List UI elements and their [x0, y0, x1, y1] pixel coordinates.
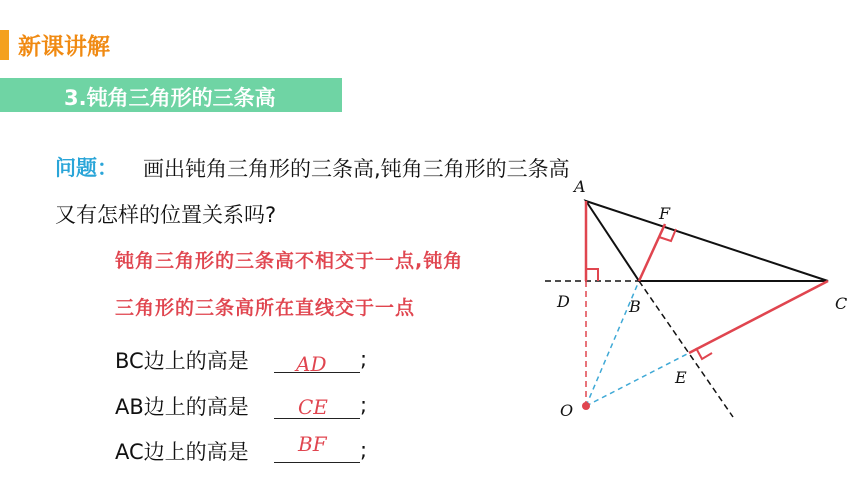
point-o	[582, 402, 590, 410]
label-a: A	[574, 177, 586, 196]
header-accent-bar	[0, 30, 9, 60]
section-title: 新课讲解	[18, 34, 110, 60]
height-ce	[689, 281, 828, 353]
height-statement-ab	[115, 391, 249, 419]
answer-value-bc: AD	[296, 352, 327, 376]
label-d: D	[557, 292, 570, 311]
right-angle-e	[696, 348, 712, 359]
right-angle-d	[586, 269, 598, 281]
topic-banner-title: 3.钝角三角形的三条高	[64, 86, 276, 110]
answer-value-ac: BF	[298, 432, 327, 456]
label-c: C	[835, 294, 848, 313]
label-b: B	[629, 297, 641, 316]
label-f: F	[659, 204, 671, 223]
height-statement-ac	[115, 436, 249, 464]
obtuse-triangle-figure	[540, 170, 850, 430]
height-statement-prefix: BC边上的高是	[115, 349, 249, 373]
semicolon: ;	[360, 438, 368, 462]
label-o: O	[560, 401, 574, 420]
extension-ab	[639, 281, 733, 417]
answer-value-ab: CE	[298, 395, 328, 419]
label-e: E	[675, 368, 687, 387]
answer-text-line2: 三角形的三条高所在直线交于一点	[115, 297, 416, 319]
answer-text-line1: 钝角三角形的三条高不相交于一点,钝角	[115, 250, 464, 272]
height-bf	[639, 224, 665, 281]
height-statement-prefix: AB边上的高是	[115, 395, 249, 419]
question-text-line1: 画出钝角三角形的三条高,钝角三角形的三条高	[143, 157, 570, 181]
height-statement-prefix: AC边上的高是	[115, 440, 249, 464]
question-label: 问题：	[55, 156, 118, 180]
question-text-line2: 又有怎样的位置关系吗?	[55, 203, 277, 227]
triangle-abc	[586, 201, 828, 281]
semicolon: ;	[360, 347, 368, 371]
height-statement-bc	[115, 345, 249, 373]
semicolon: ;	[360, 393, 368, 417]
aux-line-oe	[586, 353, 689, 406]
